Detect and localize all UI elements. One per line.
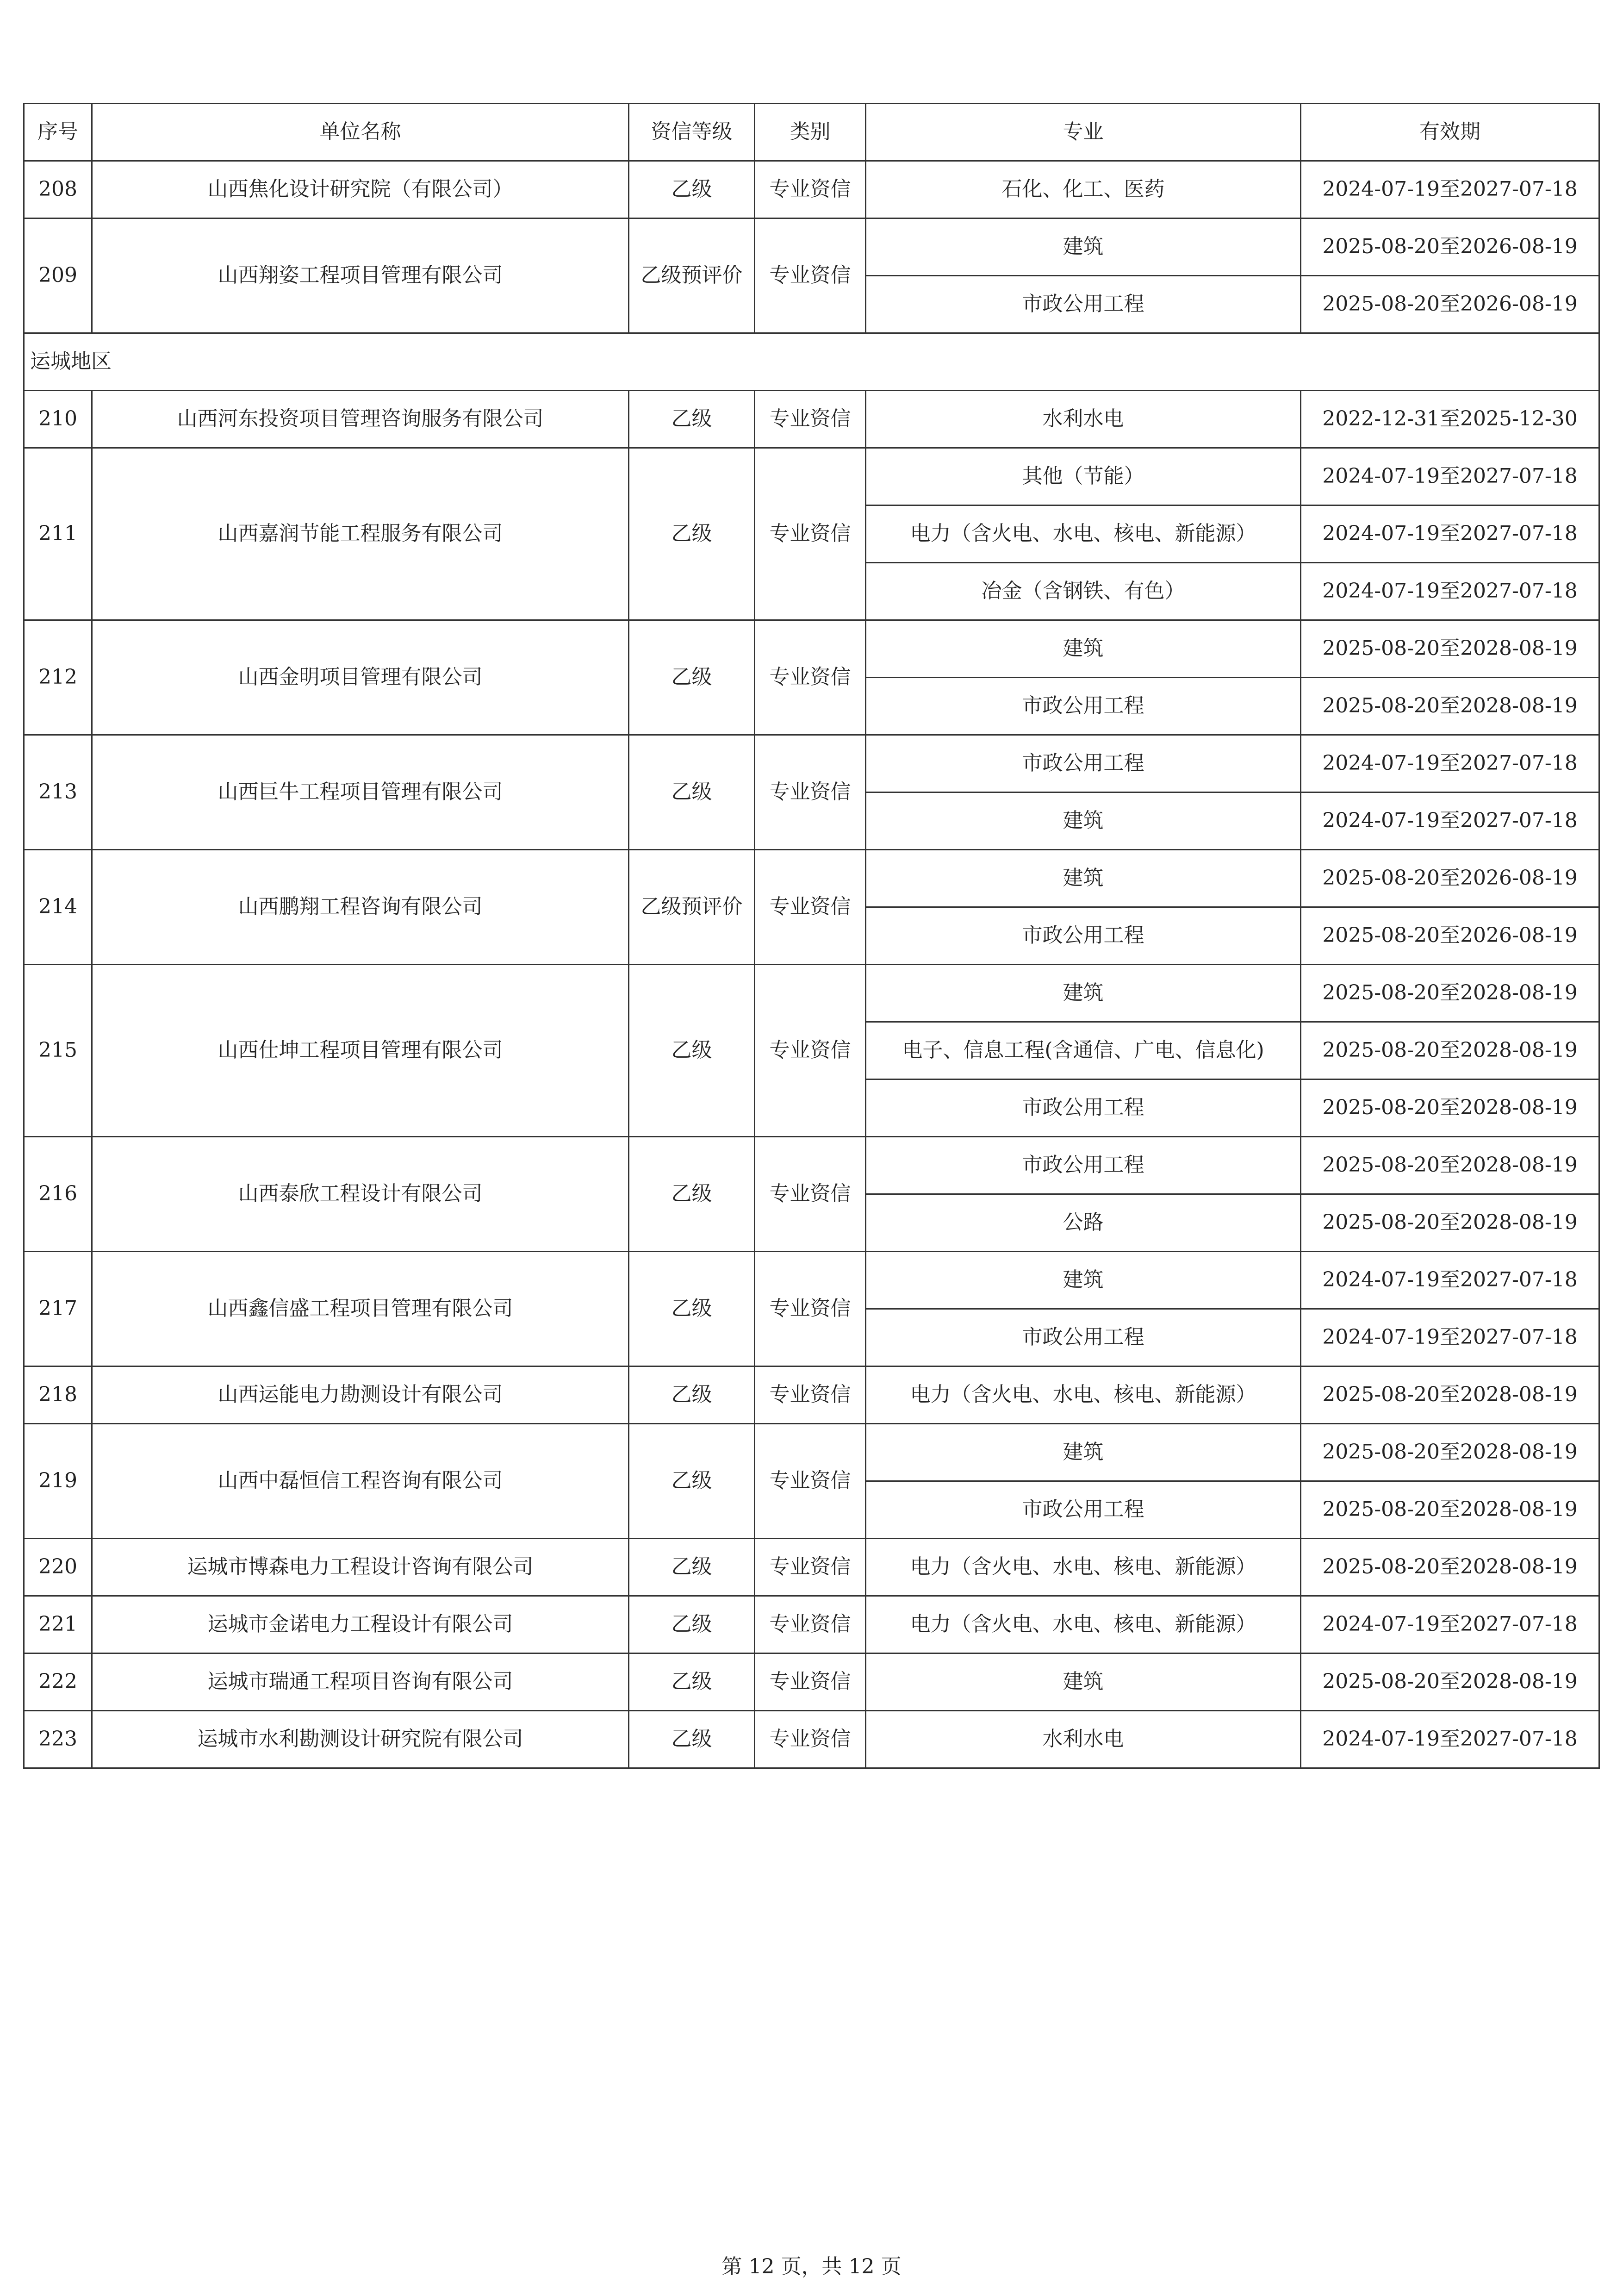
cell-grade: 乙级预评价 <box>629 218 755 333</box>
cell-validity: 2025-08-20至2026-08-19 <box>1301 218 1599 276</box>
cell-specialty: 建筑 <box>866 620 1301 678</box>
region-label: 运城地区 <box>24 333 1599 391</box>
cell-specialty: 公路 <box>866 1194 1301 1252</box>
cell-unit-name: 山西河东投资项目管理咨询服务有限公司 <box>92 391 629 448</box>
cell-category: 专业资信 <box>755 1596 866 1653</box>
table-row <box>24 448 1599 505</box>
header-validity: 有效期 <box>1301 104 1599 161</box>
cell-category: 专业资信 <box>755 161 866 218</box>
cell-unit-name: 山西中磊恒信工程咨询有限公司 <box>92 1424 629 1539</box>
header-grade: 资信等级 <box>629 104 755 161</box>
table-row <box>24 391 1599 448</box>
table-row <box>24 161 1599 218</box>
cell-specialty: 建筑 <box>866 792 1301 850</box>
cell-category: 专业资信 <box>755 1424 866 1539</box>
cell-specialty: 建筑 <box>866 850 1301 907</box>
cell-validity: 2025-08-20至2028-08-19 <box>1301 1137 1599 1194</box>
cell-validity: 2024-07-19至2027-07-18 <box>1301 505 1599 563</box>
qualification-table <box>23 103 1600 1769</box>
cell-category: 专业资信 <box>755 1711 866 1768</box>
cell-specialty: 水利水电 <box>866 1711 1301 1768</box>
cell-category: 专业资信 <box>755 218 866 333</box>
cell-validity: 2025-08-20至2028-08-19 <box>1301 1022 1599 1079</box>
cell-validity: 2024-07-19至2027-07-18 <box>1301 161 1599 218</box>
cell-unit-name: 山西仕坤工程项目管理有限公司 <box>92 965 629 1137</box>
cell-unit-name: 运城市金诺电力工程设计有限公司 <box>92 1596 629 1653</box>
cell-specialty: 建筑 <box>866 218 1301 276</box>
cell-grade: 乙级预评价 <box>629 850 755 965</box>
cell-specialty: 冶金（含钢铁、有色） <box>866 563 1301 620</box>
cell-validity: 2024-07-19至2027-07-18 <box>1301 1252 1599 1309</box>
page-footer: 第 12 页，共 12 页 <box>721 2255 902 2278</box>
table-row <box>24 1366 1599 1424</box>
cell-validity: 2025-08-20至2028-08-19 <box>1301 965 1599 1022</box>
cell-category: 专业资信 <box>755 1137 866 1252</box>
cell-validity: 2024-07-19至2027-07-18 <box>1301 448 1599 505</box>
cell-validity: 2025-08-20至2028-08-19 <box>1301 1366 1599 1424</box>
cell-seq: 220 <box>24 1539 92 1596</box>
cell-category: 专业资信 <box>755 391 866 448</box>
cell-validity: 2024-07-19至2027-07-18 <box>1301 563 1599 620</box>
cell-specialty: 市政公用工程 <box>866 1137 1301 1194</box>
table-row <box>24 1539 1599 1596</box>
cell-seq: 218 <box>24 1366 92 1424</box>
cell-specialty: 市政公用工程 <box>866 276 1301 333</box>
cell-grade: 乙级 <box>629 448 755 620</box>
region-row <box>24 333 1599 391</box>
cell-validity: 2024-07-19至2027-07-18 <box>1301 1309 1599 1366</box>
cell-specialty: 电力（含火电、水电、核电、新能源） <box>866 1366 1301 1424</box>
cell-unit-name: 运城市博森电力工程设计咨询有限公司 <box>92 1539 629 1596</box>
table-row <box>24 735 1599 792</box>
cell-specialty: 电力（含火电、水电、核电、新能源） <box>866 1539 1301 1596</box>
cell-category: 专业资信 <box>755 448 866 620</box>
table-row <box>24 1252 1599 1309</box>
cell-unit-name: 山西运能电力勘测设计有限公司 <box>92 1366 629 1424</box>
cell-category: 专业资信 <box>755 1366 866 1424</box>
cell-specialty: 市政公用工程 <box>866 678 1301 735</box>
cell-validity: 2024-07-19至2027-07-18 <box>1301 1596 1599 1653</box>
cell-grade: 乙级 <box>629 1653 755 1711</box>
cell-unit-name: 山西巨牛工程项目管理有限公司 <box>92 735 629 850</box>
cell-unit-name: 运城市瑞通工程项目咨询有限公司 <box>92 1653 629 1711</box>
cell-grade: 乙级 <box>629 391 755 448</box>
cell-validity: 2025-08-20至2026-08-19 <box>1301 850 1599 907</box>
cell-specialty: 电力（含火电、水电、核电、新能源） <box>866 505 1301 563</box>
cell-specialty: 市政公用工程 <box>866 735 1301 792</box>
cell-grade: 乙级 <box>629 161 755 218</box>
cell-grade: 乙级 <box>629 965 755 1137</box>
cell-seq: 223 <box>24 1711 92 1768</box>
cell-grade: 乙级 <box>629 1711 755 1768</box>
cell-seq: 211 <box>24 448 92 620</box>
cell-validity: 2025-08-20至2028-08-19 <box>1301 1194 1599 1252</box>
cell-category: 专业资信 <box>755 850 866 965</box>
cell-specialty: 建筑 <box>866 1653 1301 1711</box>
cell-specialty: 市政公用工程 <box>866 1481 1301 1539</box>
cell-specialty: 市政公用工程 <box>866 1309 1301 1366</box>
cell-category: 专业资信 <box>755 1653 866 1711</box>
cell-seq: 213 <box>24 735 92 850</box>
cell-grade: 乙级 <box>629 1539 755 1596</box>
table-row <box>24 620 1599 678</box>
cell-category: 专业资信 <box>755 620 866 735</box>
cell-grade: 乙级 <box>629 1366 755 1424</box>
cell-seq: 215 <box>24 965 92 1137</box>
cell-seq: 209 <box>24 218 92 333</box>
cell-grade: 乙级 <box>629 1596 755 1653</box>
cell-grade: 乙级 <box>629 1137 755 1252</box>
cell-seq: 214 <box>24 850 92 965</box>
cell-seq: 216 <box>24 1137 92 1252</box>
cell-unit-name: 山西焦化设计研究院（有限公司） <box>92 161 629 218</box>
cell-specialty: 市政公用工程 <box>866 907 1301 965</box>
cell-specialty: 建筑 <box>866 965 1301 1022</box>
cell-validity: 2025-08-20至2028-08-19 <box>1301 1481 1599 1539</box>
cell-specialty: 建筑 <box>866 1252 1301 1309</box>
cell-validity: 2025-08-20至2028-08-19 <box>1301 1539 1599 1596</box>
cell-seq: 217 <box>24 1252 92 1366</box>
cell-validity: 2025-08-20至2026-08-19 <box>1301 276 1599 333</box>
table-row <box>24 218 1599 276</box>
cell-specialty: 水利水电 <box>866 391 1301 448</box>
cell-validity: 2024-07-19至2027-07-18 <box>1301 792 1599 850</box>
cell-category: 专业资信 <box>755 1252 866 1366</box>
cell-seq: 208 <box>24 161 92 218</box>
header-category: 类别 <box>755 104 866 161</box>
cell-unit-name: 山西嘉润节能工程服务有限公司 <box>92 448 629 620</box>
cell-validity: 2025-08-20至2028-08-19 <box>1301 1653 1599 1711</box>
cell-validity: 2024-07-19至2027-07-18 <box>1301 735 1599 792</box>
header-unit-name: 单位名称 <box>92 104 629 161</box>
cell-seq: 219 <box>24 1424 92 1539</box>
cell-validity: 2025-08-20至2028-08-19 <box>1301 620 1599 678</box>
cell-specialty: 石化、化工、医药 <box>866 161 1301 218</box>
table-row <box>24 1711 1599 1768</box>
table-row <box>24 850 1599 907</box>
header-seq: 序号 <box>24 104 92 161</box>
cell-validity: 2024-07-19至2027-07-18 <box>1301 1711 1599 1768</box>
table-body <box>24 161 1599 1768</box>
cell-seq: 221 <box>24 1596 92 1653</box>
cell-validity: 2025-08-20至2028-08-19 <box>1301 1079 1599 1137</box>
cell-specialty: 建筑 <box>866 1424 1301 1481</box>
cell-unit-name: 山西鑫信盛工程项目管理有限公司 <box>92 1252 629 1366</box>
cell-validity: 2022-12-31至2025-12-30 <box>1301 391 1599 448</box>
header-specialty: 专业 <box>866 104 1301 161</box>
cell-unit-name: 运城市水利勘测设计研究院有限公司 <box>92 1711 629 1768</box>
cell-specialty: 其他（节能） <box>866 448 1301 505</box>
table-row <box>24 1596 1599 1653</box>
cell-seq: 222 <box>24 1653 92 1711</box>
cell-specialty: 电力（含火电、水电、核电、新能源） <box>866 1596 1301 1653</box>
cell-specialty: 市政公用工程 <box>866 1079 1301 1137</box>
table-row <box>24 1137 1599 1194</box>
table-row <box>24 1424 1599 1481</box>
cell-grade: 乙级 <box>629 735 755 850</box>
cell-category: 专业资信 <box>755 1539 866 1596</box>
cell-validity: 2025-08-20至2028-08-19 <box>1301 678 1599 735</box>
cell-seq: 212 <box>24 620 92 735</box>
table-row <box>24 965 1599 1022</box>
cell-unit-name: 山西鹏翔工程咨询有限公司 <box>92 850 629 965</box>
cell-unit-name: 山西泰欣工程设计有限公司 <box>92 1137 629 1252</box>
table-header-row <box>24 104 1599 161</box>
cell-grade: 乙级 <box>629 1424 755 1539</box>
cell-validity: 2025-08-20至2028-08-19 <box>1301 1424 1599 1481</box>
cell-category: 专业资信 <box>755 735 866 850</box>
table-row <box>24 1653 1599 1711</box>
cell-grade: 乙级 <box>629 620 755 735</box>
cell-category: 专业资信 <box>755 965 866 1137</box>
cell-validity: 2025-08-20至2026-08-19 <box>1301 907 1599 965</box>
cell-specialty: 电子、信息工程(含通信、广电、信息化) <box>866 1022 1301 1079</box>
cell-unit-name: 山西金明项目管理有限公司 <box>92 620 629 735</box>
cell-grade: 乙级 <box>629 1252 755 1366</box>
cell-seq: 210 <box>24 391 92 448</box>
cell-unit-name: 山西翔姿工程项目管理有限公司 <box>92 218 629 333</box>
